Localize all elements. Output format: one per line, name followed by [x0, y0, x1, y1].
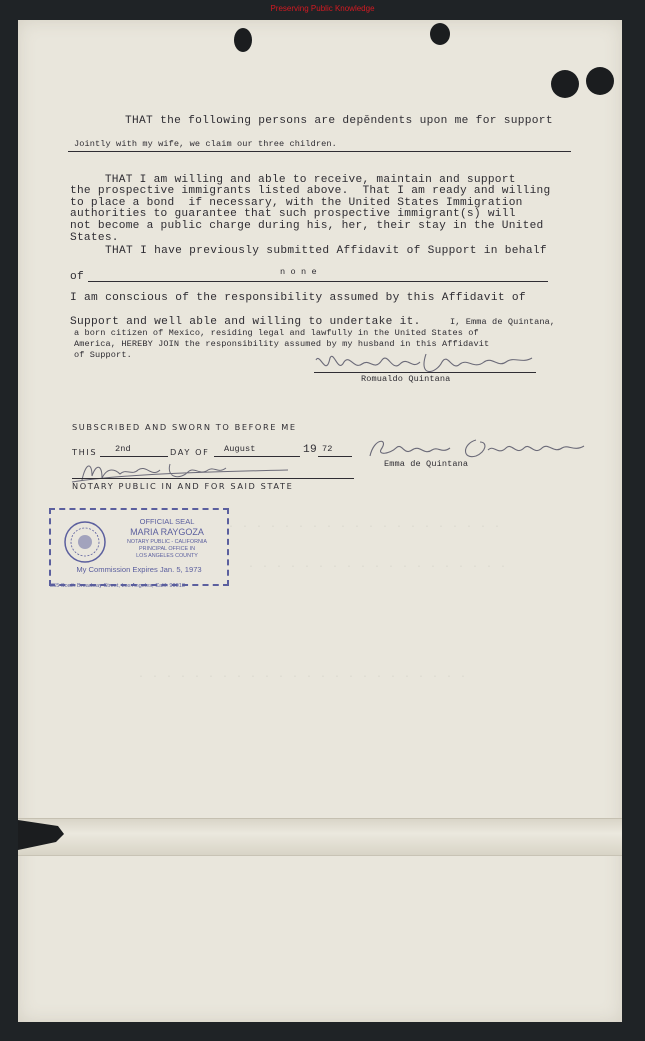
- archive-header-label: Preserving Public Knowledge: [270, 4, 375, 13]
- bleed-through: . . . . . . . . . . . . . . . . . . . . . . . .: [138, 670, 468, 681]
- dependents-heading: THAT the following persons are depĕndents upon me for support: [125, 115, 553, 127]
- jurat-month-value: August: [224, 444, 256, 454]
- stamp-line1: NOTARY PUBLIC - CALIFORNIA: [127, 539, 207, 545]
- conscious-line: I am conscious of the responsibility assumed by this Affidavit of: [70, 292, 526, 304]
- dependents-underline: [68, 151, 571, 152]
- support-line: Support and well able and willing to undertake it.: [70, 316, 421, 328]
- willing-paragraph: [70, 163, 551, 244]
- willing-line: the prospective immigrants listed above. That I am ready and willing: [70, 185, 551, 198]
- of-value: n o n e: [280, 267, 317, 277]
- bleed-through: . . . . . . . . . . . . . . . . . . . .: [228, 520, 502, 531]
- jurat-year-prefix: 19: [303, 444, 318, 456]
- husband-signature-line: [314, 372, 536, 373]
- previous-affidavit-line: THAT I have previously submitted Affidavit of Support in behalf: [105, 245, 547, 257]
- join-statement-line: a born citizen of Mexico, residing legal and lawfully in the United States of: [74, 328, 479, 338]
- jurat-day-of-label: DAY OF: [170, 447, 210, 457]
- notary-signature-line: [72, 478, 354, 479]
- notary-signature: [62, 456, 292, 484]
- punch-hole: [551, 70, 579, 98]
- subscribed-heading: SUBSCRIBED AND SWORN TO BEFORE ME: [72, 422, 297, 432]
- punch-hole: [586, 67, 614, 95]
- jurat-day-value: 2nd: [115, 444, 131, 454]
- affidavit-page: [18, 20, 622, 1022]
- stamp-line2: PRINCIPAL OFFICE IN: [138, 546, 195, 552]
- jurat-this-label: THIS: [72, 447, 98, 457]
- bleed-through: . . . . . . . . . . . . . . . . . . .: [248, 560, 508, 571]
- willing-line: States.: [70, 231, 119, 244]
- stamp-official-seal: OFFICIAL SEAL: [139, 517, 195, 526]
- stamp-commission: My Commission Expires Jan. 5, 1973: [76, 565, 202, 574]
- willing-line: authorities to guarantee that such prospective immigrant(s) will: [70, 208, 516, 221]
- notary-stamp: [49, 508, 229, 586]
- join-statement-start: I, Emma de Quintana,: [450, 317, 556, 327]
- notary-caption: NOTARY PUBLIC IN AND FOR SAID STATE: [72, 481, 294, 491]
- stamp-notary-name: MARIA RAYGOZA: [130, 527, 204, 537]
- jurat-year-value: 72: [322, 444, 333, 454]
- dependents-answer: Jointly with my wife, we claim our three children.: [74, 139, 337, 149]
- punch-hole: [234, 28, 252, 52]
- punch-hole: [430, 23, 450, 45]
- stamp-line3: LOS ANGELES COUNTY: [136, 553, 198, 559]
- paper-fold: [18, 818, 622, 856]
- husband-name: Romualdo Quintana: [361, 374, 451, 384]
- state-seal-icon: [63, 520, 107, 564]
- of-underline: [88, 281, 548, 282]
- paper-tear: [18, 820, 68, 850]
- willing-line: to place a bond if necessary, with the United States Immigration: [70, 196, 523, 209]
- stamp-address: 355 South Broadway Street, Los Angeles, Calif. 90013: [50, 583, 185, 589]
- of-label: of: [70, 271, 85, 283]
- join-statement-line: America, HEREBY JOIN the responsibility assumed by my husband in this Affidavit: [74, 339, 490, 349]
- willing-line: not become a public charge during his, her, their stay in the United: [70, 219, 544, 232]
- join-statement-line: of Support.: [74, 350, 132, 360]
- jurat-year-underline: [318, 456, 352, 457]
- willing-line: THAT I am willing and able to receive, maintain and support: [70, 173, 516, 186]
- wife-name: Emma de Quintana: [384, 459, 469, 469]
